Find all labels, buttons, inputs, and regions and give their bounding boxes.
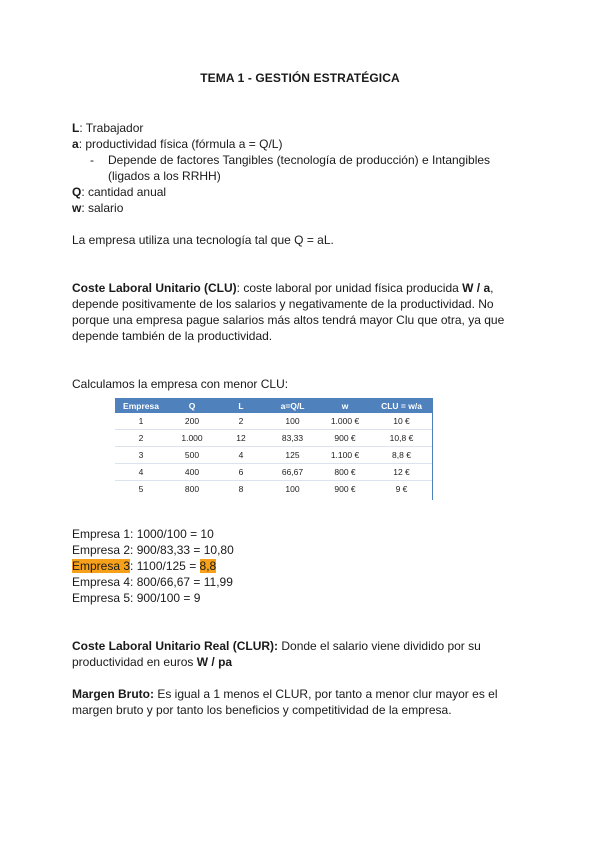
table-cell: 10 € xyxy=(370,413,433,430)
table-cell: 900 € xyxy=(334,484,356,494)
result-empresa-1: Empresa 1: 1000/100 = 10 xyxy=(72,527,214,541)
clu-table xyxy=(115,398,433,497)
result-empresa-4: Empresa 4: 800/66,67 = 11,99 xyxy=(72,575,233,589)
table-cell: 125 xyxy=(265,447,320,464)
definitions-list xyxy=(72,120,532,216)
table-cell: 8 xyxy=(238,484,244,494)
highlight-value: 8,8 xyxy=(199,559,217,573)
table-header: w xyxy=(320,398,370,413)
table-row xyxy=(115,481,433,498)
table-cell: 200 xyxy=(167,413,217,430)
table-cell: 4 xyxy=(115,464,167,481)
table-cell: 2 xyxy=(217,413,265,430)
table-row xyxy=(115,430,433,447)
results-list xyxy=(72,526,532,606)
definition-a: a: productividad física (fórmula a = Q/L) xyxy=(72,137,283,151)
table-cell: 83,33 xyxy=(265,430,320,447)
table-cell: 900 € xyxy=(320,430,370,447)
table-header: Empresa xyxy=(115,398,167,413)
table-right-border xyxy=(432,398,433,500)
table-cell: 100 xyxy=(265,413,320,430)
clur-paragraph: Coste Laboral Unitario Real (CLUR): Donde el salario viene dividido por su productividad en euros W / pa xyxy=(72,639,481,669)
result-empresa-5: Empresa 5: 900/100 = 9 xyxy=(72,591,201,605)
bullet-dash: - xyxy=(90,153,94,167)
table-row xyxy=(115,413,433,430)
table-header: CLU = w/a xyxy=(370,398,433,413)
table-header: Q xyxy=(167,398,217,413)
table-cell: 5 xyxy=(138,484,144,494)
table-cell: 1.000 € xyxy=(320,413,370,430)
table-cell: 400 xyxy=(167,464,217,481)
table-cell: 10,8 € xyxy=(370,430,433,447)
definition-a-bullet: - Depende de factores Tangibles (tecnología de producción) e Intangibles (ligados a los RRHH) xyxy=(90,153,491,183)
table-cell: 12 € xyxy=(370,464,433,481)
table-cell: 1.000 xyxy=(167,430,217,447)
table-cell: 3 xyxy=(115,447,167,464)
tech-sentence: La empresa utiliza una tecnología tal que Q = aL. xyxy=(72,233,334,247)
definition-q: Q: cantidad anual xyxy=(72,185,167,199)
table-header: a=Q/L xyxy=(265,398,320,413)
result-empresa-3: Empresa 3: 1100/125 = 8,8 xyxy=(72,559,217,573)
table-cell: 12 xyxy=(217,430,265,447)
definition-l: L: Trabajador xyxy=(72,121,144,135)
table-header: L xyxy=(217,398,265,413)
table-cell: 4 xyxy=(217,447,265,464)
table-cell: 66,67 xyxy=(265,464,320,481)
highlight-empresa-3: Empresa 3 xyxy=(72,559,131,573)
page-title: TEMA 1 - GESTIÓN ESTRATÉGICA xyxy=(200,71,400,85)
table-cell: 6 xyxy=(217,464,265,481)
calc-intro: Calculamos la empresa con menor CLU: xyxy=(72,377,289,391)
result-empresa-2: Empresa 2: 900/83,33 = 10,80 xyxy=(72,543,234,557)
table-cell: 500 xyxy=(167,447,217,464)
table-row xyxy=(115,447,433,464)
table-cell: 2 xyxy=(115,430,167,447)
table-cell: 9 € xyxy=(395,484,408,494)
table-header-row xyxy=(115,398,433,413)
table-cell: 1 xyxy=(115,413,167,430)
definition-w: w: salario xyxy=(72,201,124,215)
table-cell: 8,8 € xyxy=(370,447,433,464)
margen-paragraph: Margen Bruto: Es igual a 1 menos el CLUR, por tanto a menor clur mayor es el margen bruto y por tanto los beneficios y competitividad de la empresa. xyxy=(72,687,498,717)
table-cell: 800 xyxy=(184,484,200,494)
table-cell: 100 xyxy=(285,484,300,494)
clu-paragraph: Coste Laboral Unitario (CLU): coste laboral por unidad física producida W / a, depende positivamente de los salarios y negativamente de la productividad. No porque una empresa pague salarios más altos tendrá mayor Clu que otra, ya que depende también de la productividad. xyxy=(72,281,505,343)
table-cell: 1.100 € xyxy=(320,447,370,464)
table-cell: 800 € xyxy=(320,464,370,481)
table-row xyxy=(115,464,433,481)
